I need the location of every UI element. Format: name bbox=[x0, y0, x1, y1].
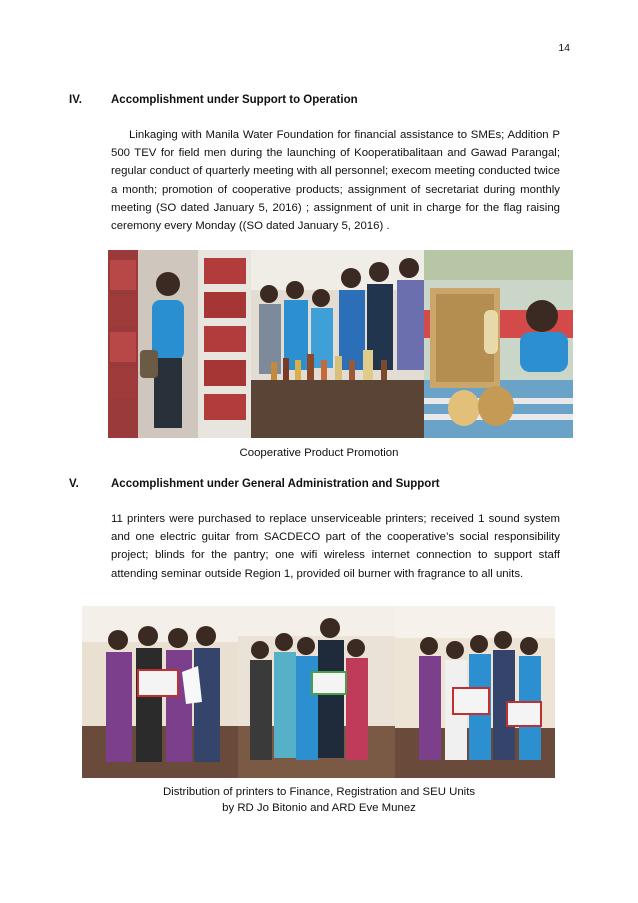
section-iv-paragraph bbox=[111, 126, 560, 235]
photo-printer-finance bbox=[82, 606, 238, 778]
section-v-title: Accomplishment under General Administration and Support bbox=[111, 478, 440, 490]
caption-printer-distribution bbox=[0, 785, 638, 816]
photo-printer-seu bbox=[395, 606, 555, 778]
caption-product-promotion: Cooperative Product Promotion bbox=[239, 447, 399, 459]
photo-woven-products bbox=[424, 250, 573, 438]
caption-line-2: by RD Jo Bitonio and ARD Eve Munez bbox=[222, 801, 416, 814]
section-iv-number: IV. bbox=[69, 94, 83, 106]
photo-printer-registration bbox=[238, 606, 395, 778]
section-v-number: V. bbox=[69, 478, 79, 490]
section-iv-title: Accomplishment under Support to Operation bbox=[111, 94, 358, 106]
section-iv-text: Linkaging with Manila Water Foundation for financial assistance to SMEs; Addition P 500 TEV for field men during the launching of Kooperatibalitaan and Gawad Parangal; regular conduct of quarterly meeting with all personnel; execom meeting conducted twice a month; promotion of cooperative products; assignment of secretariat during monthly meeting (SO dated January 5, 2016) ; assignment of unit in charge for the flag raising ceremony every Monday ((SO dated January 5, 2016) . bbox=[111, 129, 560, 233]
caption-line-1: Distribution of printers to Finance, Registration and SEU Units bbox=[162, 786, 476, 798]
photo-filing-cabinets bbox=[108, 250, 251, 438]
photo-group-products bbox=[251, 250, 424, 438]
page-number: 14 bbox=[558, 42, 570, 54]
section-v-paragraph: 11 printers were purchased to replace unserviceable printers; received 1 sound system and one electric guitar from SACDECO part of the cooperative’s social responsibility project; blinds for the pantry; one wifi wireless internet connection to support staff attending seminar outside Region 1, provided oil burner with fragrance to all units. bbox=[111, 513, 560, 580]
